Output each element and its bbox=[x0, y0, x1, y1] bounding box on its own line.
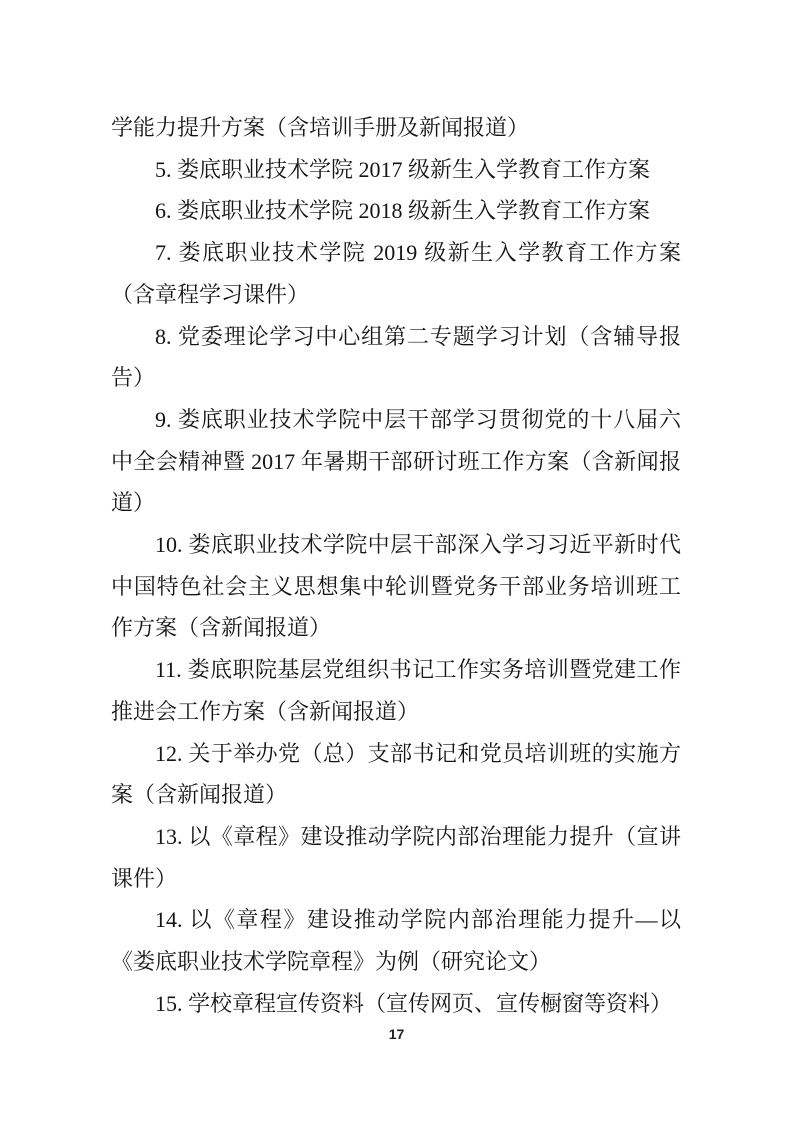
paragraph-continuation: 学能力提升方案（含培训手册及新闻报道） bbox=[111, 115, 530, 140]
list-item-8: 8. 党委理论学习中心组第二专题学习计划（含辅导报告） bbox=[111, 323, 681, 391]
list-item-7: 7. 娄底职业技术学院 2019 级新生入学教育工作方案（含章程学习课件） bbox=[111, 240, 681, 307]
list-item-6: 6. 娄底职业技术学院 2018 级新生入学教育工作方案 bbox=[155, 198, 651, 224]
list-item-9: 9. 娄底职业技术学院中层干部学习贯彻党的十八届六中全会精神暨 2017 年暑期干部研讨班工作方案（含新闻报道） bbox=[111, 406, 681, 516]
page-content bbox=[111, 107, 681, 1024]
page-number: 17 bbox=[388, 1026, 405, 1042]
list-item-12: 12. 关于举办党（总）支部书记和党员培训班的实施方案（含新闻报道） bbox=[111, 740, 681, 808]
list-item-15: 15. 学校章程宣传资料（宣传网页、宣传橱窗等资料） bbox=[155, 990, 673, 1016]
list-item-13: 13. 以《章程》建设推动学院内部治理能力提升（宣讲课件） bbox=[111, 823, 681, 891]
list-item-11: 11. 娄底职院基层党组织书记工作实务培训暨党建工作推进会工作方案（含新闻报道） bbox=[111, 657, 681, 724]
list-item-5: 5. 娄底职业技术学院 2017 级新生入学教育工作方案 bbox=[155, 156, 651, 182]
list-item-10: 10. 娄底职业技术学院中层干部深入学习习近平新时代中国特色社会主义思想集中轮训暨党务干部业务培训班工作方案（含新闻报道） bbox=[111, 532, 681, 641]
list-item-14: 14. 以《章程》建设推动学院内部治理能力提升—以《娄底职业技术学院章程》为例（研究论文） bbox=[111, 907, 681, 975]
